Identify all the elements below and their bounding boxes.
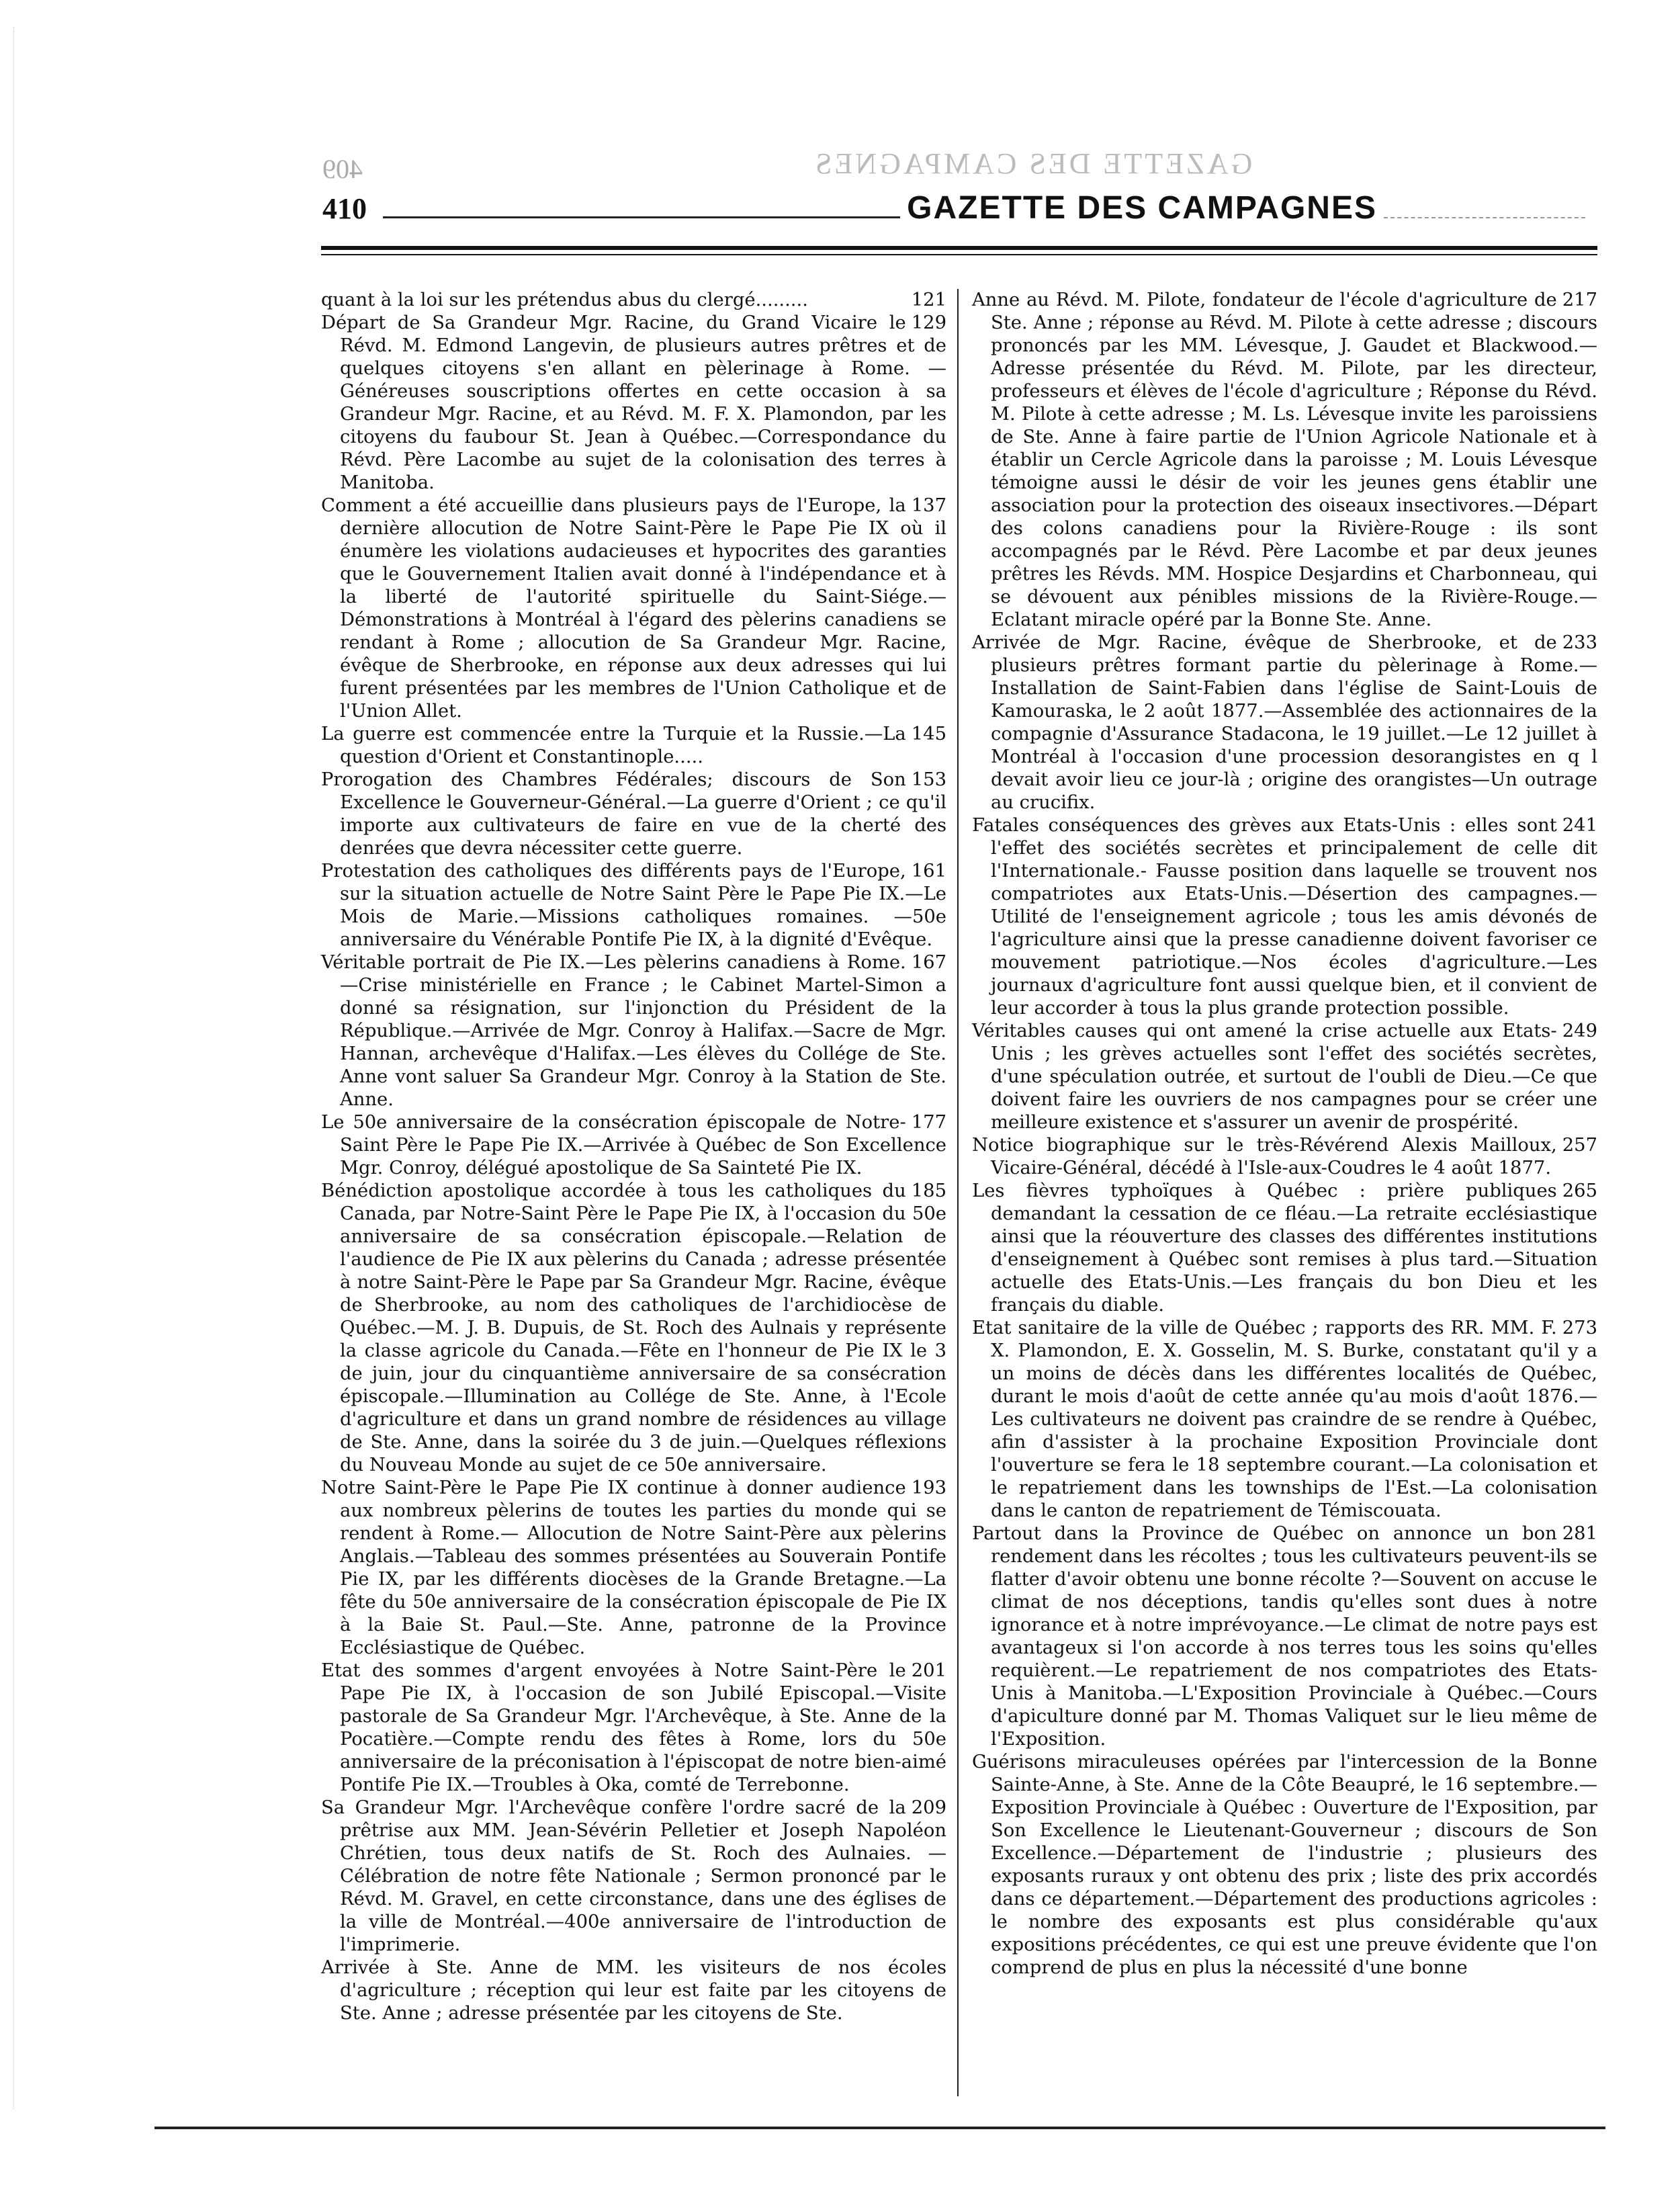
entry-text: Etat des sommes d'argent envoyées à Notre Saint-Père le Pape Pie IX, à l'occasion de son Jubilé Episcopal.—Visite pastorale de Sa Grandeur Mgr. l'Archevêque, à Ste. Anne de la Pocatière.—Compte rendu des fêtes à Rome, lors du 50e anniversaire de la préconisation à l'épiscopat de notre bien-aimé Pontife Pie IX.—Troubles à Oka, comté de Terrebonne.: [321, 1660, 947, 1795]
right-column: [961, 289, 1597, 2096]
entry-page-number: 209: [911, 1797, 947, 1818]
entry-text: Etat sanitaire de la ville de Québec ; rapports des RR. MM. F. X. Plamondon, E. X. Gosselin, M. S. Burke, constatant qu'il y a un moins de décès dans les différentes localités de Québec, durant le mois d'août de cette année qu'au mois d'août 1876.—Les cultivateurs ne doivent pas craindre de se rendre à Québec, afin d'assister à la prochaine Exposition Provinciale dont l'ouverture se fera le 18 septembre courant.—La colonisation et le repatriement dans les townships de l'Est.—La colonisation dans le canton de repatriement de Témiscouata.: [972, 1318, 1598, 1521]
entry-text: Le 50e anniversaire de la consécration épiscopale de Notre-Saint Père le Pape Pie IX.—Arrivée à Québec de Son Excellence Mgr. Conroy, délégué apostolique de Sa Sainteté Pie IX.: [321, 1112, 947, 1179]
index-entry: [972, 814, 1597, 1020]
index-entry: [321, 1797, 946, 1957]
scan-margin: [13, 27, 54, 2110]
entry-text: Véritable portrait de Pie IX.—Les pèlerins canadiens à Rome.—Crise ministérielle en France ; le Cabinet Martel-Simon a donné sa résignation, sur l'injonction du Président de la République.—Arrivée de Mgr. Conroy à Halifax.—Sacre de Mgr. Hannan, archevêque d'Halifax.—Les élèves du Collége de Ste. Anne vont saluer Sa Grandeur Mgr. Conroy à la Station de Ste. Anne.: [321, 952, 947, 1110]
entry-page-number: 201: [911, 1660, 947, 1681]
index-entry: [321, 951, 946, 1111]
index-entry: [972, 1751, 1597, 1979]
index-entry: [321, 769, 946, 860]
entry-page-number: 153: [911, 769, 947, 790]
header-rule-dashed: [1384, 202, 1585, 218]
entry-page-number: 249: [1562, 1021, 1598, 1041]
entry-text: Véritables causes qui ont amené la crise actuelle aux Etats-Unis ; les grèves actuelles sont l'effet des sociétés secrètes, d'une spéculation outrée, et surtout de l'oubli de Dieu.—Ce que doivent faire les ouvriers de nos campagnes pour se créer une meilleure existence et s'assurer un avenir de prospérité.: [972, 1021, 1598, 1133]
page-number: 410: [322, 192, 367, 225]
entry-text: quant à la loi sur les prétendus abus du clergé.........: [321, 290, 808, 310]
entry-text: Guérisons miraculeuses opérées par l'intercession de la Bonne Sainte-Anne, à Ste. Anne de la Côte Beaupré, le 16 septembre.—Exposition Provinciale à Québec : Ouverture de l'Exposition, par Son Excellence le Lieutenant-Gouverneur ; discours de Son Excellence.—Département de l'industrie ; plusieurs des exposants ruraux y ont obtenu des prix ; liste des prix accordés dans ce département.—Département des productions agricoles : le nombre des exposants est plus considérable qu'aux expositions précédentes, ce qui est une preuve évidente que l'on comprend de plus en plus la nécessité d'une bonne: [972, 1752, 1598, 1978]
bleedthrough-page-number: 409: [322, 154, 363, 184]
entry-page-number: 273: [1562, 1318, 1598, 1338]
entry-text: Arrivée à Ste. Anne de MM. les visiteurs de nos écoles d'agriculture ; réception qui leur est faite par les citoyens de Ste. Anne ; adresse présentée par les citoyens de Ste.: [321, 1957, 947, 2024]
header-rule: [383, 202, 900, 218]
entry-text: La guerre est commencée entre la Turquie et la Russie.—La question d'Orient et Constantinople.....: [321, 724, 906, 767]
index-columns: [321, 289, 1597, 2096]
entry-page-number: 161: [911, 861, 947, 882]
index-entry: [972, 289, 1597, 632]
entry-page-number: 241: [1562, 815, 1598, 836]
entry-text: Arrivée de Mgr. Racine, évêque de Sherbrooke, et de plusieurs prêtres formant partie du pèlerinage à Rome.—Installation de Saint-Fabien dans l'église de Saint-Louis de Kamouraska, le 2 août 1877.—Assemblée des actionnaires de la compagnie d'Assurance Stadacona, le 19 juillet.—Le 12 juillet à Montréal à l'occasion d'une procession desorangistes en q l devait avoir lieu ce jour-là ; origine des orangistes—Un outrage au crucifix.: [972, 632, 1598, 813]
entry-text: Sa Grandeur Mgr. l'Archevêque confère l'ordre sacré de la prêtrise aux MM. Jean-Sévérin Pelletier et Joseph Napoléon Chrétien, tous deux natifs de St. Roch des Aulnaies. —Célébration de notre fête Nationale ; Sermon prononcé par le Révd. M. Gravel, en cette circonstance, dans une des églises de la ville de Montréal.—400e anniversaire de l'introduction de l'imprimerie.: [321, 1797, 947, 1955]
entry-text: Départ de Sa Grandeur Mgr. Racine, du Grand Vicaire le Révd. M. Edmond Langevin, de plusieurs autres prêtres et de quelques citoyens s'en allant en pèlerinage à Rome. —Généreuses souscriptions offertes en cette occasion à sa Grandeur Mgr. Racine, et au Révd. M. F. X. Plamondon, par les citoyens du faubour St. Jean à Québec.—Correspondance du Révd. Père Lacombe au sujet de la colonisation des terres à Manitoba.: [321, 312, 947, 493]
entry-text: Bénédiction apostolique accordée à tous les catholiques du Canada, par Notre-Saint Père le Pape Pie IX, à l'occasion du 50e anniversaire de sa consécration épiscopale.—Relation de l'audience de Pie IX aux pèlerins du Canada ; adresse présentée à notre Saint-Père le Pape par Sa Grandeur Mgr. Racine, évêque de Sherbrooke, au nom des catholiques de l'archidiocèse de Québec.—M. J. B. Dupuis, de St. Roch des Aulnais y représente la classe agricole du Canada.—Fête en l'honneur de Pie IX le 3 de juin, jour du cinquantième anniversaire de sa consécration épiscopale.—Illumination au Collége de Ste. Anne, à l'Ecole d'agriculture et dans un grand nombre de résidences au village de Ste. Anne, dans la soirée du 3 de juin.—Quelques réflexions du Nouveau Monde au sujet de ce 50e anniversaire.: [321, 1181, 947, 1475]
index-entry: [972, 1317, 1597, 1523]
index-entry: [321, 1660, 946, 1797]
entry-page-number: 129: [911, 312, 947, 333]
entry-page-number: 167: [911, 952, 947, 973]
page-header: [322, 189, 1585, 230]
index-entry: [321, 495, 946, 723]
column-divider: [957, 289, 959, 2096]
entry-page-number: 145: [911, 724, 947, 744]
entry-page-number: 265: [1562, 1181, 1598, 1201]
index-entry: [321, 860, 946, 951]
index-entry: [972, 1523, 1597, 1751]
entry-text: Prorogation des Chambres Fédérales; discours de Son Excellence le Gouverneur-Général.—La guerre d'Orient ; ce qu'il importe aux cultivateurs de faire en vue de la cherté des denrées que devra nécessiter cette guerre.: [321, 769, 947, 859]
bottom-rule: [154, 2127, 1605, 2129]
entry-page-number: 193: [911, 1477, 947, 1498]
entry-text: Notice biographique sur le très-Révérend Alexis Mailloux, Vicaire-Général, décédé à l'Isle-aux-Coudres le 4 août 1877.: [972, 1135, 1557, 1179]
index-entry: [321, 723, 946, 769]
entry-page-number: 177: [911, 1112, 947, 1133]
index-entry: [972, 1020, 1597, 1134]
index-entry: [972, 632, 1597, 814]
entry-text: Les fièvres typhoïques à Québec : prière publiques demandant la cessation de ce fléau.—La retraite ecclésiastique ainsi que la réouverture des classes des différentes institutions d'enseignement à Québec sont remises à plus tard.—Situation actuelle des Etats-Unis.—Les français du bon Dieu et les français du diable.: [972, 1181, 1598, 1316]
index-entry: [321, 1957, 946, 2025]
index-entry: [972, 1180, 1597, 1317]
left-column: [321, 289, 955, 2096]
entry-text: Anne au Révd. M. Pilote, fondateur de l'école d'agriculture de Ste. Anne ; réponse au Révd. M. Pilote à cette adresse ; discours prononcés par les MM. Lévesque, J. Gaudet et Blackwood.—Adresse présentée du Révd. M. Pilote, par les directeur, professeurs et élèves de l'école d'agriculture ; Réponse du Révd. M. Pilote à cette adresse ; M. Ls. Lévesque invite les paroissiens de Ste. Anne à faire partie de l'Union Agricole Nationale et à établir un Cercle Agricole dans la paroisse ; M. Louis Lévesque témoigne aussi le désir de voir les jeunes gens établir une association pour la protection des oiseaux insectivores.—Départ des colons canadiens pour la Rivière-Rouge : ils sont accompagnés par le Révd. Père Lacombe et par deux jeunes prêtres les Révds. MM. Hospice Desjardins et Charbonneau, qui se dévouent aux pénibles missions de la Rivière-Rouge.—Eclatant miracle opéré par la Bonne Ste. Anne.: [972, 290, 1598, 630]
entry-page-number: 185: [911, 1181, 947, 1201]
entry-text: Partout dans la Province de Québec on annonce un bon rendement dans les récoltes ; tous les cultivateurs peuvent-ils se flatter d'avoir obtenu une bonne récolte ?—Souvent on accuse le climat de nos déceptions, tandis qu'elles sont dues à notre ignorance et à notre imprévoyance.—Le climat de notre pays est avantageux si l'on accorde à nos terres tous les soins qu'elles requièrent.—Le repatriement de nos compatriotes des Etats-Unis à Manitoba.—L'Exposition Provinciale à Québec.—Cours d'apiculture donné par M. Thomas Valiquet sur le lieu même de l'Exposition.: [972, 1523, 1598, 1750]
index-entry: [321, 1111, 946, 1180]
entry-text: Protestation des catholiques des différents pays de l'Europe, sur la situation actuelle de Notre Saint Père le Pape Pie IX.—Le Mois de Marie.—Missions catholiques romaines. —50e anniversaire du Vénérable Pontife Pie IX, à la dignité d'Evêque.: [321, 861, 947, 950]
bleedthrough-title: GAZETTE DES CAMPAGNES: [813, 147, 1253, 180]
top-thin-rule: [321, 254, 1597, 255]
entry-text: Notre Saint-Père le Pape Pie IX continue à donner audience aux nombreux pèlerins de toutes les parties du monde qui se rendent à Rome.— Allocution de Notre Saint-Père aux pèlerins Anglais.—Tableau des sommes présentées au Souverain Pontife Pie IX, par les différents diocèses de la Grande Bretagne.—La fête du 50e anniversaire de la consécration épiscopale de Pie IX à la Baie St. Paul.—Ste. Anne, patronne de la Province Ecclésiastique de Québec.: [321, 1477, 947, 1658]
entry-text: Fatales conséquences des grèves aux Etats-Unis : elles sont l'effet des sociétés secrètes et principalement de celle dit l'Internationale.- Fausse position dans laquelle se trouvent nos compatriotes aux Etats-Unis.—Désertion des campagnes.—Utilité de l'enseignement agricole ; tous les amis dévonés de l'agriculture ainsi que la presse canadienne doivent favoriser ce mouvement patriotique.—Nos écoles d'agriculture.—Les journaux d'agriculture font aussi quelque bien, et il convient de leur accorder à tous la plus grande protection possible.: [972, 815, 1598, 1019]
entry-page-number: 217: [1562, 290, 1598, 310]
running-title: GAZETTE DES CAMPAGNES: [907, 190, 1377, 226]
index-entry: [321, 312, 946, 495]
entry-page-number: 137: [911, 495, 947, 516]
entry-page-number: 257: [1562, 1135, 1598, 1156]
index-entry: [321, 1180, 946, 1477]
entry-page-number: 121: [911, 290, 947, 310]
index-entry: [321, 1477, 946, 1660]
entry-page-number: 233: [1562, 632, 1598, 653]
entry-page-number: 281: [1562, 1523, 1598, 1544]
top-thick-rule: [321, 246, 1597, 250]
index-entry: [972, 1134, 1597, 1180]
entry-text: Comment a été accueillie dans plusieurs pays de l'Europe, la dernière allocution de Notre Saint-Père le Pape Pie IX où il énumère les violations audacieuses et hypocrites des garanties que le Gouvernement Italien avait donné à l'indépendance et à la liberté de l'autorité spirituelle du Saint-Siége.—Démonstrations à Montréal à l'égard des pèlerins canadiens se rendant à Rome ; allocution de Sa Grandeur Mgr. Racine, évêque de Sherbrooke, en réponse aux deux adresses qui lui furent présentées par les membres de l'Union Catholique et de l'Union Allet.: [321, 495, 947, 722]
index-entry: [321, 289, 946, 312]
